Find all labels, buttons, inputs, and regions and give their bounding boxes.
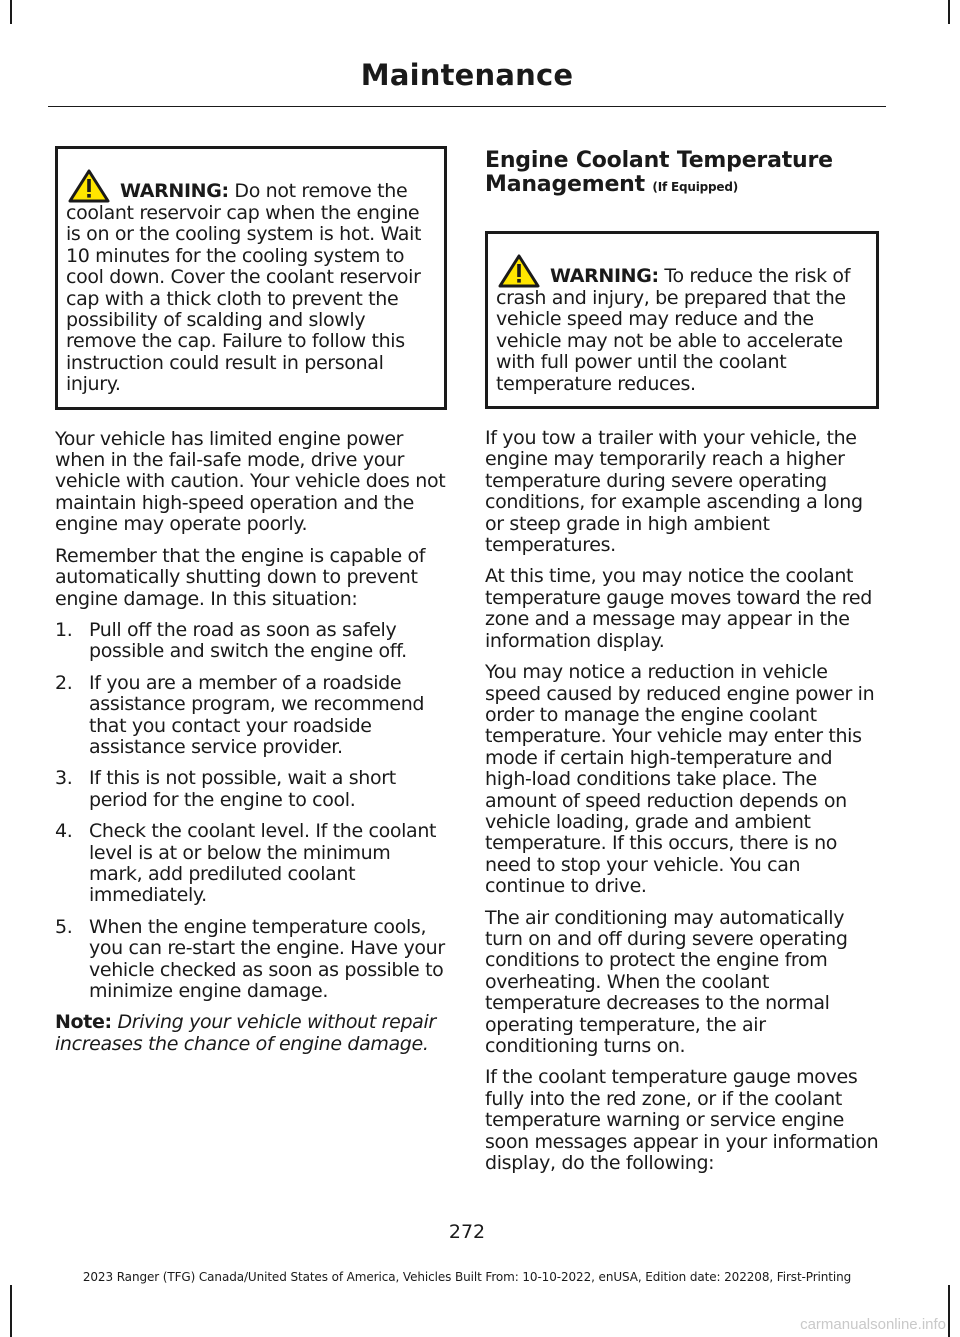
step-number: 2. <box>55 671 73 694</box>
paragraph: If you tow a trailer with your vehicle, the engine may temporarily reach a higher temperature during severe operating conditions, for example ascending a long or steep grade in high ambient temperatures. <box>485 427 863 557</box>
step-text: When the engine temperature cools, you can re-start the engine. Have your vehicle checked as soon as possible to minimize engine damage. <box>89 915 445 1002</box>
paragraph: Your vehicle has limited engine power when in the fail-safe mode, drive your vehicle with caution. Your vehicle does not maintain high-speed operation and the engine may operate poorly. <box>55 427 446 536</box>
crop-mark-top-right <box>948 0 950 24</box>
note-label: Note: <box>55 1011 112 1034</box>
step-number: 4. <box>55 820 73 843</box>
warning-triangle-icon <box>498 254 540 288</box>
paragraph: At this time, you may notice the coolant temperature gauge moves toward the red zone and a message may appear in the information display. <box>485 565 872 652</box>
section-heading <box>485 149 879 199</box>
step-text: Check the coolant level. If the coolant level is at or below the minimum mark, add prediluted coolant immediately. <box>89 820 437 907</box>
page-title: Maintenance <box>360 58 574 92</box>
section-title: Engine Coolant Temperature Management <box>485 148 833 197</box>
step-number: 1. <box>55 618 73 641</box>
footer-edition-info: 2023 Ranger (TFG) Canada/United States of America, Vehicles Built From: 10-10-2022, enUSA, Edition date: 202208, First-Printing <box>82 1270 852 1284</box>
crop-mark-bottom-left <box>10 1285 12 1337</box>
paragraph: Remember that the engine is capable of automatically shutting down to prevent engine damage. In this situation: <box>55 544 426 610</box>
step-text: Pull off the road as soon as safely possible and switch the engine off. <box>89 618 407 663</box>
step-number: 5. <box>55 915 73 938</box>
left-column <box>55 146 447 1065</box>
right-column <box>485 149 879 1184</box>
step-text: If you are a member of a roadside assistance program, we recommend that you contact your roadside assistance service provider. <box>89 671 425 758</box>
crop-mark-top-left <box>10 0 12 24</box>
list-item <box>55 768 447 811</box>
note <box>55 1012 447 1055</box>
steps-list <box>55 620 447 1003</box>
watermark: carmanualsonline.info <box>800 1316 946 1333</box>
warning-triangle-icon <box>68 169 110 203</box>
list-item <box>55 821 447 907</box>
paragraph: You may notice a reduction in vehicle speed caused by reduced engine power in order to manage the engine coolant temperature. Your vehicle may enter this mode if certain high-temperature and high-load conditions take place. The amount of speed reduction depends on vehicle loading, grade and ambient temperature. If this occurs, there is no need to stop your vehicle. You can continue to drive. <box>485 661 875 898</box>
list-item <box>55 620 447 663</box>
paragraph: The air conditioning may automatically turn on and off during severe operating conditions to protect the engine from overheating. When the coolant temperature decreases to the normal operating temperature, the air conditioning turns on. <box>485 906 848 1057</box>
crop-mark-bottom-right <box>948 1285 950 1337</box>
step-text: If this is not possible, wait a short period for the engine to cool. <box>89 767 396 811</box>
note-text: Driving your vehicle without repair increases the chance of engine damage. <box>55 1011 436 1055</box>
header-divider <box>48 106 886 107</box>
list-item <box>55 673 447 759</box>
coolant-cap-warning-box <box>55 146 447 410</box>
paragraph: If the coolant temperature gauge moves fully into the red zone, or if the coolant temperature warning or service engine soon messages appear in your information display, do the following: <box>485 1066 879 1175</box>
section-qualifier: (If Equipped) <box>652 180 739 194</box>
page-number: 272 <box>448 1221 486 1243</box>
warning-label: WARNING: <box>120 180 229 202</box>
warning-label: WARNING: <box>550 265 659 287</box>
warning-text: Do not remove the coolant reservoir cap when the engine is on or the cooling system is hot. Wait 10 minutes for the cooling system to cool down. Cover the coolant reservoir cap with a thick cloth to prevent the possibility of scalding and slowly remove the cap. Failure to follow this instruction could result in personal injury. <box>66 180 422 396</box>
step-number: 3. <box>55 767 73 790</box>
speed-reduction-warning-box <box>485 231 879 409</box>
list-item <box>55 917 447 1003</box>
warning-text: To reduce the risk of crash and injury, be prepared that the vehicle speed may reduce and the vehicle may not be able to accelerate with full power until the coolant temperature reduces. <box>496 265 851 395</box>
